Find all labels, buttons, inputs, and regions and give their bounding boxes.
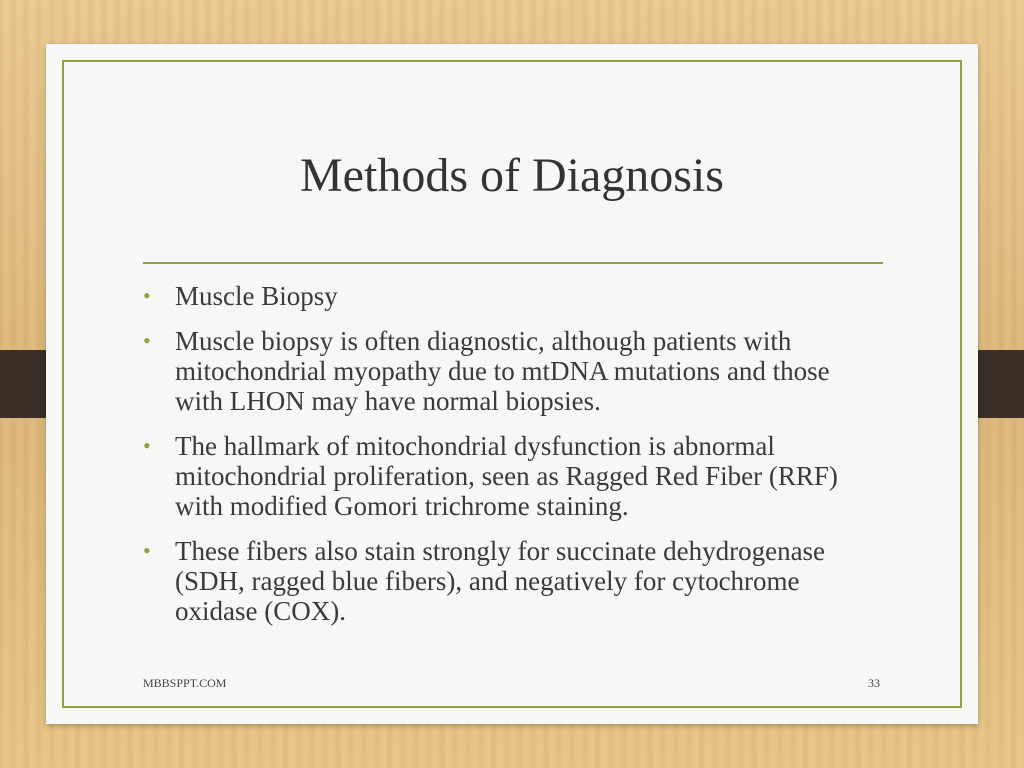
bullet-dot-icon: •: [143, 433, 151, 458]
bullet-dot-icon: •: [143, 328, 151, 353]
bullet-text: The hallmark of mitochondrial dysfunction is abnormal mitochondrial proliferation, seen as Ragged Red Fiber (RRF) with modified Gomori trichrome staining.: [175, 431, 838, 521]
bullet-list: [143, 281, 873, 641]
title-divider: [143, 262, 883, 264]
bullet-text: Muscle Biopsy: [175, 281, 338, 311]
bullet-item: [143, 326, 873, 416]
footer-source: MBBSPPT.COM: [143, 676, 227, 690]
slide-title: Methods of Diagnosis: [300, 149, 724, 202]
bullet-item: [143, 536, 873, 626]
bullet-text: Muscle biopsy is often diagnostic, although patients with mitochondrial myopathy due to mtDNA mutations and those with LHON may have normal biopsies.: [175, 326, 830, 416]
page-number: 33: [868, 676, 880, 690]
bullet-item: [143, 431, 873, 521]
bullet-dot-icon: •: [143, 283, 151, 308]
bullet-dot-icon: •: [143, 538, 151, 563]
slide: [46, 44, 978, 724]
bullet-text: These fibers also stain strongly for succinate dehydrogenase (SDH, ragged blue fibers), and negatively for cytochrome oxidase (COX).: [175, 536, 826, 626]
bullet-item: [143, 281, 873, 311]
